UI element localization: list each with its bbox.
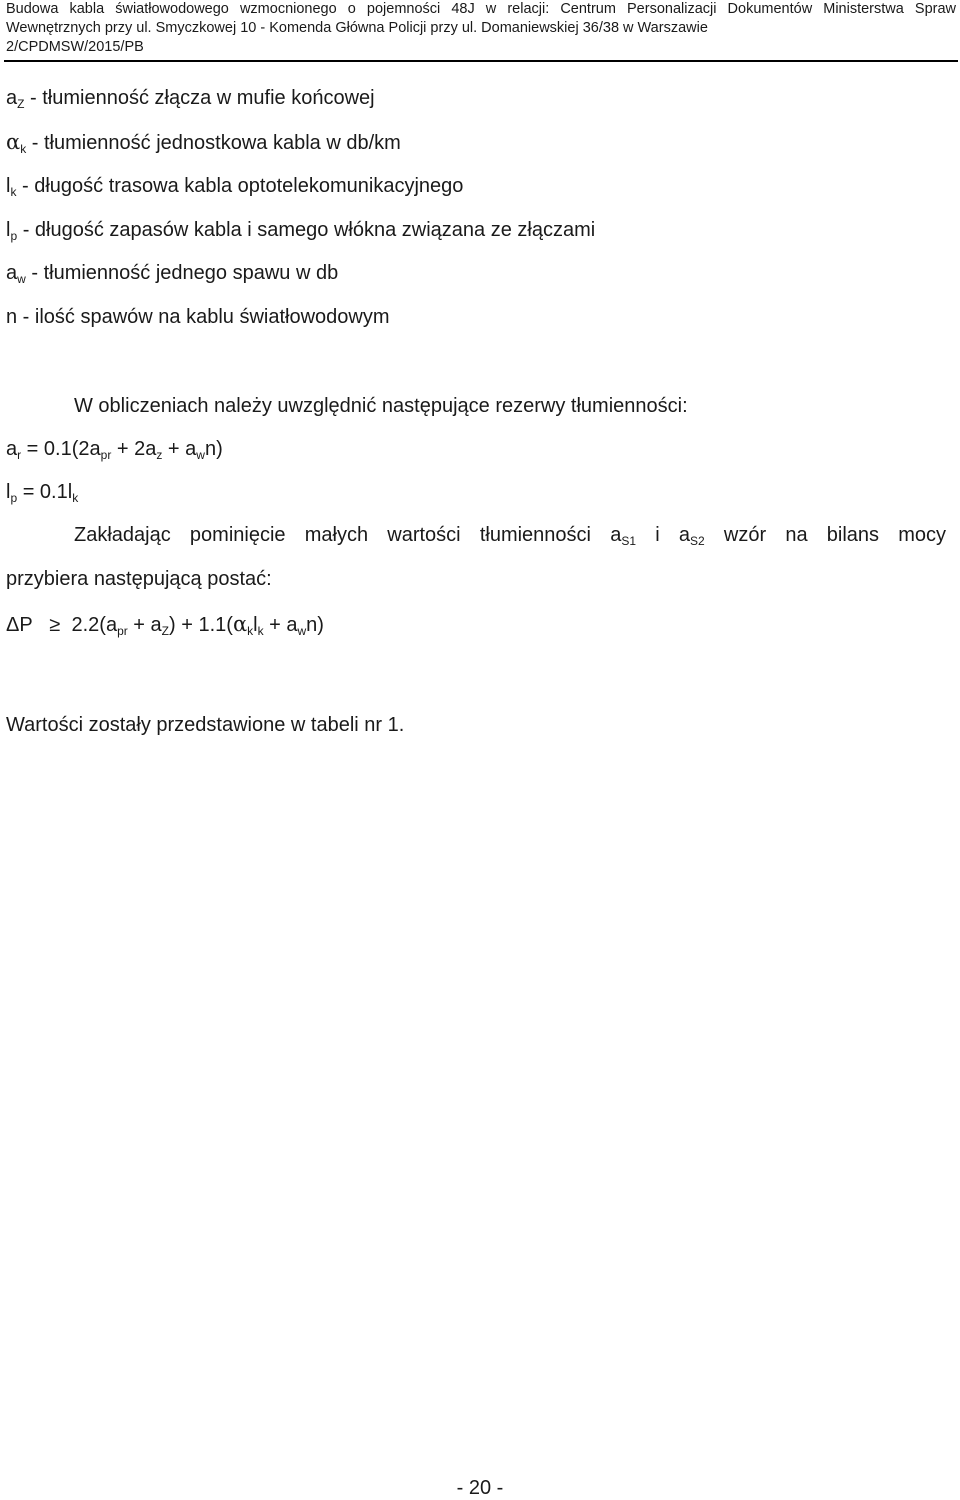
definition-lp: $l_p$ - długość zapasów kabla i samego włókna związana ze złączami (6, 219, 596, 243)
definition-lk: $l_k$ - długość trasowa kabla optotelekomunikacyjnego (6, 175, 464, 199)
header-line-1: Budowa kabla światłowodowego wzmocnionego o pojemności 48J w relacji: Centrum Personalizacji Dokumentów Ministerstwa Spraw (6, 1, 956, 17)
assumption-line-1: Zakładając pominięcie małych wartości tłumienności $a_{S1}$ i $a_{S2}$ wzór na bilans mocy (74, 524, 947, 548)
formula-lp: $l_p = 0.1l_k$ (6, 481, 79, 505)
header-line-2: Wewnętrznych przy ul. Smyczkowej 10 - Komenda Główna Policji przy ul. Domaniewskiej 36/38 w Warszawie (6, 20, 708, 36)
definition-az: $a_Z$ - tłumienność złącza w mufie końcowej (6, 87, 375, 111)
reserve-intro: W obliczeniach należy uwzględnić następujące rezerwy tłumienności: (74, 395, 688, 417)
header-divider (4, 60, 958, 62)
table-note: Wartości zostały przedstawione w tabeli nr 1. (6, 714, 405, 736)
header-line-3: 2/CPDMSW/2015/PB (6, 39, 144, 55)
formula-power-balance: ΔP ≥ $2.2(a_{pr} + a_Z) + 1.1(\alpha_kl_k + a_wn)$ (6, 612, 324, 638)
page-number: - 20 - (456, 1477, 504, 1499)
page-header (6, 0, 956, 57)
definition-alpha-k: $\alpha_k$ - tłumienność jednostkowa kabla w db/km (6, 130, 401, 156)
definition-aw: $a_w$ - tłumienność jednego spawu w db (6, 262, 339, 286)
assumption-line-2: przybiera następującą postać: (6, 568, 272, 590)
formula-ar: $a_r = 0.1(2a_{pr} + 2a_z + a_wn)$ (6, 438, 223, 462)
definition-n: n - ilość spawów na kablu światłowodowym (6, 306, 390, 328)
